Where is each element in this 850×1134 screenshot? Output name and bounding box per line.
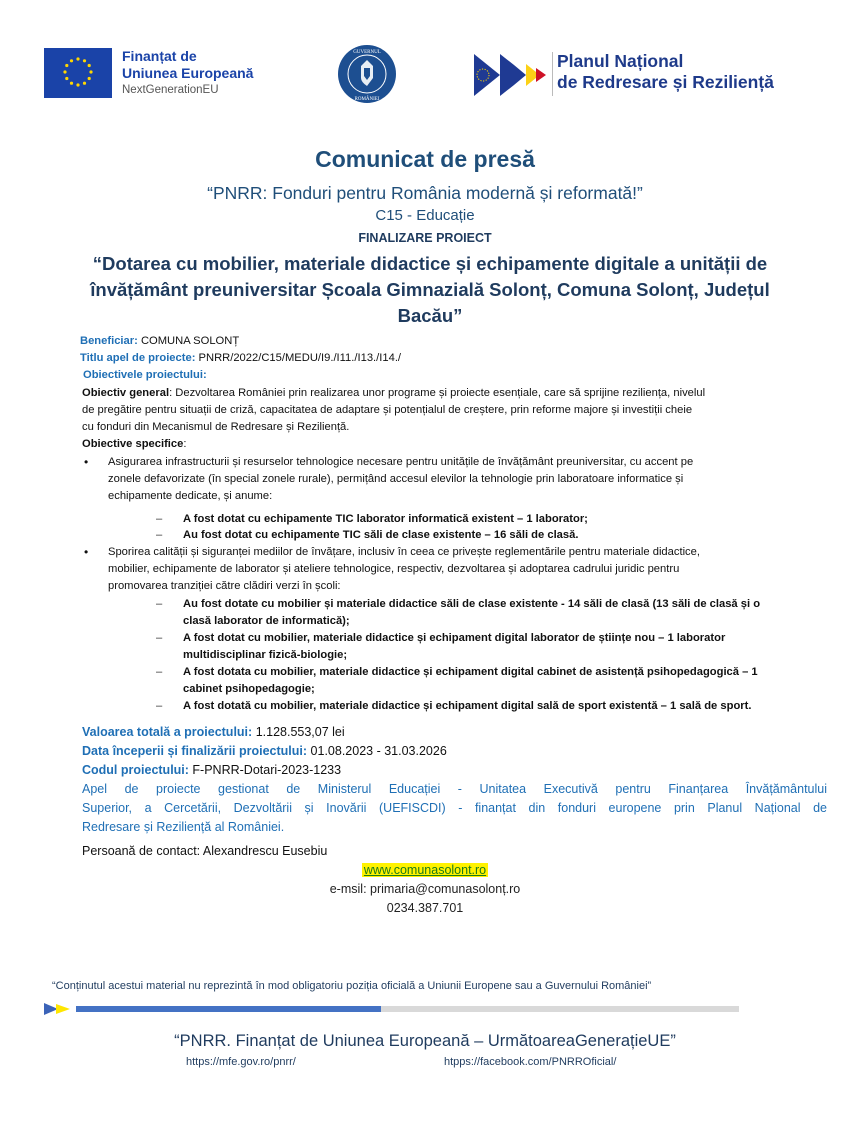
bullet-line: zonele defavorizate (în special zonele rurale), permițând accesul elevilor la tehnologie prin laboratoare informatice și	[108, 473, 684, 485]
sub-item: A fost dotată cu mobilier, materiale didactice și echipament digital sală de sport existentă – 1 sală de sport.	[183, 700, 752, 712]
obiectiv-general-text: cu fonduri din Mecanismul de Redresare și Reziliență.	[82, 421, 350, 433]
obiectiv-general	[82, 385, 832, 436]
obiectiv-general-text: : Dezvoltarea României prin realizarea unor programe și proiecte esențiale, care să sprijine reziliența, nivelul	[169, 387, 706, 399]
page-title: Comunicat de presă	[315, 146, 535, 172]
sub-item: Au fost dotat cu echipamente TIC săli de clase existente – 16 săli de clasă.	[183, 529, 579, 541]
project-title-line: “Dotarea cu mobilier, materiale didactice și echipamente digitale a unității de	[92, 253, 768, 274]
titlu-apel-row	[80, 350, 401, 367]
beneficiar-label: Beneficiar:	[80, 335, 138, 347]
component-label: C15 - Educație	[375, 207, 475, 224]
footer-link-facebook[interactable]: htpps://facebook.com/PNRROficial/	[444, 1056, 617, 1068]
apel-line: Superior, a Cercetării, Dezvoltării și Inovării (UEFISCDI) - finanțat din fonduri europene prin Planul Național de	[82, 801, 827, 815]
sub-item: A fost dotat cu echipamente TIC laborator informatică existent – 1 laborator;	[183, 513, 588, 525]
apel-line: Apel de proiecte gestionat de Ministerul Educației - Unitatea Executivă pentru Finanțarea Învățământului	[82, 782, 827, 796]
disclaimer: “Conținutul acestui material nu reprezintă în mod obligatoriu poziția oficială a Uniunii Europene sau a Guvernului României”	[52, 980, 652, 992]
bullet-icon: •	[84, 545, 89, 559]
sub-item	[183, 630, 823, 664]
valoare-value: 1.128.553,07 lei	[255, 725, 345, 739]
dash-icon: –	[156, 513, 163, 525]
phone-text: 0234.387.701	[386, 901, 464, 915]
sub-item-line: multidisciplinar fizică-biologie;	[183, 649, 348, 661]
dash-icon: –	[156, 598, 163, 610]
subtitle: “PNRR: Fonduri pentru România modernă și reformată!”	[207, 183, 643, 203]
perioada-value: 01.08.2023 - 31.03.2026	[310, 744, 447, 758]
obiective-heading: Obiectivele proiectului:	[83, 369, 207, 381]
beneficiar-row	[80, 333, 239, 350]
contact-person: Persoană de contact: Alexandrescu Eusebiu	[82, 844, 328, 858]
obiective-specifice-label: Obiective specifice	[82, 438, 184, 450]
obiectiv-general-label: Obiectiv general	[82, 387, 170, 399]
project-title-line: învățământ preuniversitar Școala Gimnazială Solonț, Comuna Solonț, Județul	[90, 279, 770, 300]
guvernul-romaniei-seal-icon	[337, 44, 397, 104]
eu-line1: Finanțat de	[122, 48, 197, 64]
footer-arrow-icon	[44, 1002, 78, 1016]
pnrr-arrows-icon	[474, 50, 552, 100]
obiectiv-general-text: de pregătire pentru situații de criză, capacitatea de adaptare și potențialul de creștere, prin reforme majore și investiții cheie	[82, 404, 693, 416]
eu-line2: Uniunea Europeană	[122, 65, 254, 81]
eu-funding-label	[122, 48, 253, 99]
website-row	[0, 861, 850, 880]
sub-item-line: A fost dotat cu mobilier, materiale didactice și echipament digital laborator de științe nou – 1 laborator	[183, 632, 726, 644]
bullet-line: echipamente dedicate, și anume:	[108, 490, 273, 502]
pnrr-line1: Planul Național	[557, 51, 684, 71]
bullet-icon: •	[84, 455, 89, 469]
eu-flag-icon	[44, 48, 112, 98]
apel-paragraph	[82, 780, 827, 837]
dash-icon: –	[156, 666, 163, 678]
cod-value: F-PNRR-Dotari-2023-1233	[192, 763, 342, 777]
eu-line3: NextGenerationEU	[122, 84, 219, 96]
footer-link-mfe[interactable]: https://mfe.gov.ro/pnrr/	[186, 1056, 296, 1068]
email-text: e-msil: primaria@comunasolonț.ro	[329, 882, 521, 896]
sub-item-line: cabinet psihopedagogie;	[183, 683, 315, 695]
valoare-row	[82, 723, 345, 742]
apel-line: Redresare și Reziliență al României.	[82, 820, 285, 834]
dash-icon: –	[156, 700, 163, 712]
bullet-text	[108, 544, 826, 595]
sub-item-line: clasă laborator de informatică);	[183, 615, 350, 627]
footer-slogan: “PNRR. Finanțat de Uniunea Europeană – UrmătoareaGenerațieUE”	[174, 1032, 676, 1050]
bullet-line: Sporirea calității și siguranței mediilor de învățare, inclusiv în ceea ce privește reglementările pentru materiale didactice,	[108, 546, 700, 558]
cod-label: Codul proiectului:	[82, 763, 189, 777]
bullet-line: Asigurarea infrastructurii și resurselor tehnologice necesare pentru unitățile de învățământ preuniversitar, cu accent pe	[108, 456, 694, 468]
bullet-text	[108, 454, 828, 505]
sub-item	[183, 596, 823, 630]
dash-icon: –	[156, 529, 163, 541]
svg-text:ROMÂNIEI: ROMÂNIEI	[354, 97, 380, 102]
cod-row	[82, 761, 341, 780]
bullet-line: promovarea tranziției către clădiri verzi în școli:	[108, 580, 341, 592]
titlu-apel-value: PNRR/2022/C15/MEDU/I9./I11./I13./I14./	[198, 352, 402, 364]
beneficiar-value: COMUNA SOLONȚ	[140, 335, 240, 347]
svg-text:GUVERNUL: GUVERNUL	[353, 50, 381, 55]
valoare-label: Valoarea totală a proiectului:	[82, 725, 253, 739]
sub-item-line: A fost dotata cu mobilier, materiale didactice și echipament digital cabinet de asistență psihopedagogică – 1	[183, 666, 758, 678]
sub-item	[183, 664, 823, 698]
project-title	[60, 251, 800, 329]
perioada-row	[82, 742, 447, 761]
sub-item-line: Au fost dotate cu mobilier și materiale didactice săli de clase existente - 14 săli de clasă (13 săli de clasă și o	[183, 598, 761, 610]
project-title-line: Bacău”	[397, 305, 463, 326]
footer-bar-blue	[76, 1006, 381, 1012]
logo-divider	[552, 52, 553, 96]
perioada-label: Data începerii și finalizării proiectului:	[82, 744, 308, 758]
obiective-specifice-row: Obiective specifice:	[82, 438, 187, 450]
dash-icon: –	[156, 632, 163, 644]
footer-bar-grey	[381, 1006, 739, 1012]
status-label: FINALIZARE PROIECT	[358, 231, 492, 245]
bullet-line: mobilier, echipamente de laborator și ateliere tehnologice, respectiv, dezvoltarea și adoptarea cadrului juridic pentru	[108, 563, 680, 575]
website-link[interactable]: www.comunasolont.ro	[363, 863, 487, 877]
titlu-apel-label: Titlu apel de proiecte:	[80, 352, 196, 364]
pnrr-line2: de Redresare și Reziliență	[557, 72, 774, 92]
pnrr-label	[557, 51, 774, 93]
